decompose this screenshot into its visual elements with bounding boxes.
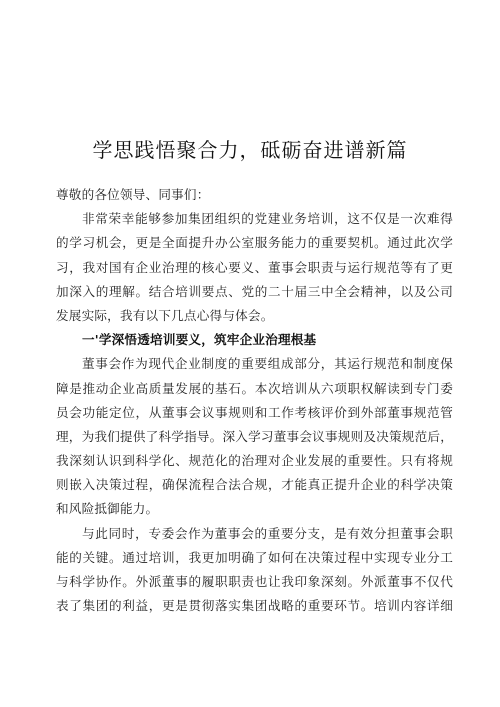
salutation: 尊敬的各位领导、同事们：	[56, 187, 210, 202]
paragraph-1-line-1: 非常荣幸能够参加集团组织的党建业务培训，这不仅是一次难得	[82, 211, 453, 227]
paragraph-2-line-2: 障是推动企业高质量发展的基石。本次培训从六项职权解读到专门委	[56, 380, 453, 396]
paragraph-3-line-2: 能的关键。通过培训，我更加明确了如何在决策过程中实现专业分工	[56, 549, 453, 565]
paragraph-3-line-4: 表了集团的利益，更是贯彻落实集团战略的重要环节。培训内容详细	[56, 598, 453, 614]
paragraph-2-line-4: 理，为我们提供了科学指导。深入学习董事会议事规则及决策规范后，	[56, 428, 453, 444]
paragraph-1-line-5: 发展实际，我有以下几点心得与体会。	[56, 307, 274, 323]
paragraph-2-line-6: 则嵌入决策过程，确保流程合法合规，才能真正提升企业的科学决策	[56, 477, 453, 493]
paragraph-3-line-3: 与科学协作。外派董事的履职职责也让我印象深刻。外派董事不仅代	[56, 574, 453, 589]
document-title: 学思践悟聚合力，砥砺奋进谱新篇	[92, 138, 408, 162]
section-heading-1: 一'学深悟透培训要义，筑牢企业治理根基	[82, 332, 317, 348]
paragraph-2-line-5: 我深刻认识到科学化、规范化的治理对企业发展的重要性。只有将规	[56, 453, 453, 469]
paragraph-2-line-1: 董事会作为现代企业制度的重要组成部分，其运行规范和制度保	[82, 356, 453, 372]
paragraph-2-line-7: 和风险抵御能力。	[56, 501, 159, 517]
paragraph-3-line-1: 与此同时，专委会作为董事会的重要分支，是有效分担董事会职	[82, 525, 453, 541]
paragraph-1-line-2: 的学习机会，更是全面提升办公室服务能力的重要契机。通过此次学	[56, 235, 453, 251]
paragraph-1-line-3: 习，我对国有企业治理的核心要义、董事会职责与运行规范等有了更	[56, 259, 453, 275]
document-body	[56, 183, 453, 618]
paragraph-2-line-3: 员会功能定位，从董事会议事规则和工作考核评价到外部董事规范管	[56, 404, 453, 420]
paragraph-1-line-4: 加深入的理解。结合培训要点、党的二十届三中全会精神，以及公司	[56, 283, 453, 299]
